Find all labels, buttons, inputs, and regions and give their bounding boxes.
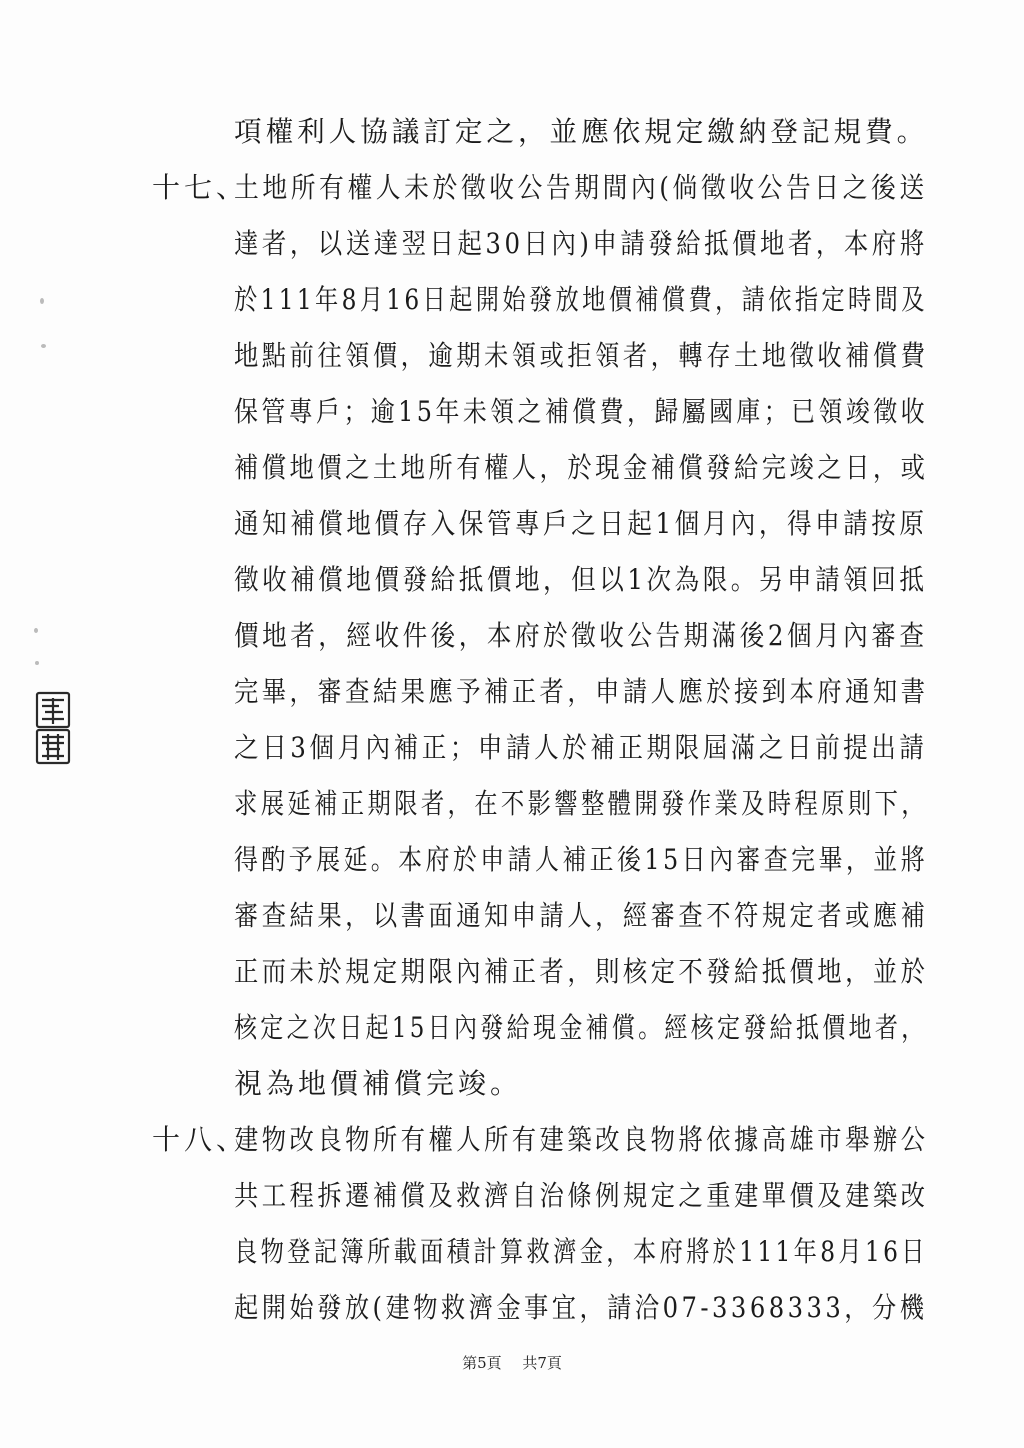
page-number: 第5頁 xyxy=(462,1354,502,1372)
line-text: 徵收補償地價發給抵價地，但以1次為限。另申請領回抵 xyxy=(234,563,928,596)
total-pages: 共7頁 xyxy=(522,1354,562,1372)
line-text: 達者，以送達翌日起30日內)申請發給抵價地者，本府將 xyxy=(234,227,928,260)
line-text: 得酌予展延。本府於申請人補正後15日內審查完畢，並將 xyxy=(234,843,928,876)
line-text: 視為地價補償完竣。 xyxy=(234,1067,523,1100)
line-text: 建物改良物所有權人所有建築改良物將依據高雄市舉辦公 xyxy=(234,1123,929,1156)
line-text: 通知補償地價存入保管專戶之日起1個月內，得申請按原 xyxy=(234,507,928,540)
line-text: 項權利人協議訂定之，並應依規定繳納登記規費。 xyxy=(234,115,929,148)
line-text: 於111年8月16日起開始發放地價補償費，請依指定時間及 xyxy=(234,283,928,316)
line-text: 正而未於規定期限內補正者，則核定不發給抵價地，並於 xyxy=(234,955,929,988)
page-footer xyxy=(0,1352,1024,1373)
line-text: 補償地價之土地所有權人，於現金補償發給完竣之日，或 xyxy=(234,451,929,484)
line-text: 保管專戶；逾15年未領之補償費，歸屬國庫；已領竣徵收 xyxy=(234,395,928,428)
item-number: 十七、 xyxy=(152,171,249,204)
line-text: 共工程拆遷補償及救濟自治條例規定之重建單價及建築改 xyxy=(234,1179,929,1212)
line-text: 完畢，審查結果應予補正者，申請人應於接到本府通知書 xyxy=(234,675,929,708)
scan-speck xyxy=(41,344,46,348)
line-text: 之日3個月內補正；申請人於補正期限屆滿之日前提出請 xyxy=(234,731,928,764)
line-text: 審查結果，以書面通知申請人，經審查不符規定者或應補 xyxy=(234,899,929,932)
line-text: 土地所有權人未於徵收公告期間內(倘徵收公告日之後送 xyxy=(234,171,928,204)
line-text: 起開始發放(建物救濟金事宜，請洽07-3368333，分機 xyxy=(234,1291,928,1324)
line-text: 價地者，經收件後，本府於徵收公告期滿後2個月內審查 xyxy=(234,619,928,652)
line-text: 求展延補正期限者，在不影響整體開發作業及時程原則下， xyxy=(234,787,928,820)
seal-stamp-icon xyxy=(33,690,73,766)
line-text: 地點前往領價，逾期未領或拒領者，轉存土地徵收補償費 xyxy=(234,339,929,372)
line-text: 核定之次日起15日內發給現金補償。經核定發給抵價地者， xyxy=(234,1011,928,1044)
scan-speck xyxy=(34,628,38,633)
item-number: 十八、 xyxy=(152,1123,249,1156)
scan-speck xyxy=(40,298,44,304)
line-text: 良物登記簿所載面積計算救濟金，本府將於111年8月16日 xyxy=(234,1235,928,1268)
scan-speck xyxy=(35,661,39,665)
